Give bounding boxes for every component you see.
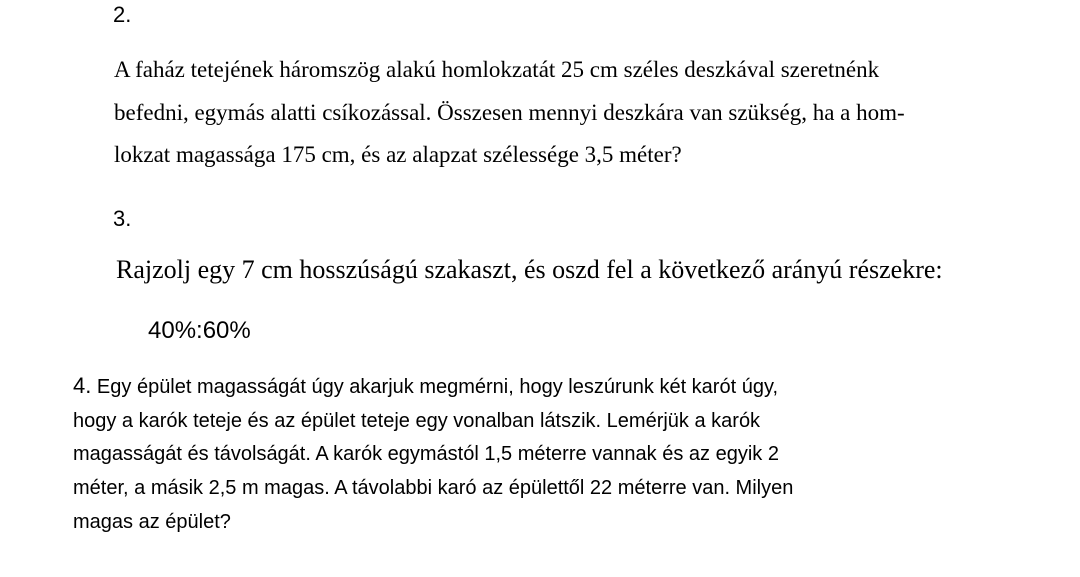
problem-3-line-1: Rajzolj egy 7 cm hosszúságú szakaszt, és oszd fel a következő arányú részekre: [116,255,943,284]
problem-4-line-1-text: Egy épület magasságát úgy akarjuk megmérni, hogy leszúrunk két karót úgy, [96,376,779,398]
problem-4-line-3: magasságát és távolságát. A karók egymástól 1,5 méterre vannak és az egyik 2 [73,443,779,465]
problem-4-line-2: hogy a karók teteje és az épület teteje egy vonalban látszik. Lemérjük a karók [73,410,761,432]
problem-2-line-1: A faház tetejének háromszög alakú homlokzatát 25 cm széles deszkával szeretnénk [114,57,880,82]
problem-3-ratio: 40%:60% [148,317,251,344]
problem-2-number: 2. [113,2,132,27]
problem-4-line-5: magas az épület? [73,511,231,533]
problem-2-line-3: lokzat magassága 175 cm, és az alapzat szélessége 3,5 méter? [114,142,682,167]
problem-4-line-4: méter, a másik 2,5 m magas. A távolabbi karó az épülettől 22 méterre van. Milyen [73,477,794,499]
problem-4-line-1 [73,375,778,397]
problem-3-number: 3. [113,206,132,231]
problem-2-line-2: befedni, egymás alatti csíkozással. Összesen mennyi deszkára van szükség, ha a hom- [114,100,905,125]
problem-4-number: 4. [73,373,92,398]
